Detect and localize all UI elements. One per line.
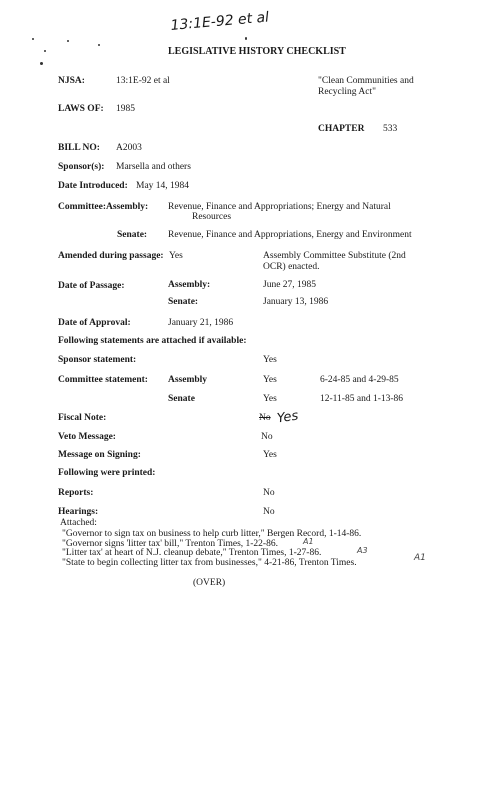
committee-assembly-label: Assembly: xyxy=(106,202,149,212)
passage-assembly-label: Assembly: xyxy=(168,280,211,290)
committee-senate-label: Senate: xyxy=(117,230,148,240)
scan-speck xyxy=(32,38,34,40)
passage-senate-value: January 13, 1986 xyxy=(263,297,329,307)
committee-statement-label: Committee statement: xyxy=(58,375,148,385)
attached-item: "Governor to sign tax on business to help curb litter," Bergen Record, 1-14-86. xyxy=(62,529,362,539)
amended-note-line1: Assembly Committee Substitute (2nd xyxy=(263,251,406,261)
attached-label: Attached: xyxy=(60,518,97,528)
passage-assembly-value: June 27, 1985 xyxy=(263,280,317,290)
scan-speck xyxy=(98,44,100,46)
veto-message-value: No xyxy=(261,432,273,442)
committee-statement-senate-dates: 12-11-85 and 1-13-86 xyxy=(320,394,404,404)
veto-message-label: Veto Message: xyxy=(58,432,116,442)
attached-item-mark: A1 xyxy=(303,537,314,546)
act-name-line1: "Clean Communities and xyxy=(318,76,414,86)
amended-note-line2: OCR) enacted. xyxy=(263,262,320,272)
date-of-passage-label: Date of Passage: xyxy=(58,281,125,291)
footer-over: (OVER) xyxy=(193,578,226,588)
scan-speck xyxy=(44,50,46,52)
njsa-label: NJSA: xyxy=(58,76,85,86)
act-name-line2: Recycling Act" xyxy=(318,87,376,97)
laws-of-label: LAWS OF: xyxy=(58,104,104,114)
date-of-approval-value: January 21, 1986 xyxy=(168,318,234,328)
attached-item: "State to begin collecting litter tax from businesses," 4-21-86, Trenton Times. xyxy=(62,558,357,568)
committee-statement-assembly-value: Yes xyxy=(263,375,277,385)
njsa-value: 13:1E-92 et al xyxy=(116,76,170,86)
hearings-value: No xyxy=(263,507,275,517)
committee-statement-assembly-label: Assembly xyxy=(168,375,208,385)
sponsors-label: Sponsor(s): xyxy=(58,162,105,172)
date-introduced-value: May 14, 1984 xyxy=(136,181,190,191)
amended-value: Yes xyxy=(169,251,183,261)
page-title: LEGISLATIVE HISTORY CHECKLIST xyxy=(168,46,346,57)
committee-assembly-value-line2: Resources xyxy=(192,212,232,222)
scan-speck xyxy=(40,62,43,65)
reports-value: No xyxy=(263,488,275,498)
scan-speck xyxy=(67,40,69,42)
bill-no-label: BILL NO: xyxy=(58,143,100,153)
committee-label: Committee: xyxy=(58,202,107,212)
message-on-signing-label: Message on Signing: xyxy=(58,450,141,460)
date-of-approval-label: Date of Approval: xyxy=(58,318,131,328)
scan-speck xyxy=(245,37,247,40)
following-printed-heading: Following were printed: xyxy=(58,468,156,478)
sponsors-value: Marsella and others xyxy=(116,162,191,172)
attached-item: "Governor signs 'litter tax' bill," Trenton Times, 1-22-86. xyxy=(62,539,278,549)
chapter-label: CHAPTER xyxy=(318,124,365,134)
fiscal-note-struck-value: No xyxy=(259,413,271,423)
attached-item-mark: A1 xyxy=(414,553,426,563)
committee-statement-assembly-dates: 6-24-85 and 4-29-85 xyxy=(320,375,399,385)
fiscal-note-handwritten-value: Yes xyxy=(276,408,300,427)
handwritten-header: 13:1E-92 et al xyxy=(170,9,270,34)
amended-label: Amended during passage: xyxy=(58,251,164,261)
message-on-signing-value: Yes xyxy=(263,450,277,460)
attached-item: "Litter tax' at heart of N.J. cleanup debate," Trenton Times, 1-27-86. xyxy=(62,548,322,558)
sponsor-statement-value: Yes xyxy=(263,355,277,365)
bill-no-value: A2003 xyxy=(116,143,142,153)
date-introduced-label: Date Introduced: xyxy=(58,181,128,191)
hearings-label: Hearings: xyxy=(58,507,99,517)
committee-statement-senate-value: Yes xyxy=(263,394,277,404)
chapter-value: 533 xyxy=(383,124,398,134)
passage-senate-label: Senate: xyxy=(168,297,199,307)
following-statements-heading: Following statements are attached if available: xyxy=(58,336,247,346)
sponsor-statement-label: Sponsor statement: xyxy=(58,355,137,365)
attached-item-mark: A3 xyxy=(357,546,368,555)
committee-senate-value: Revenue, Finance and Appropriations, Energy and Environment xyxy=(168,230,412,240)
fiscal-note-label: Fiscal Note: xyxy=(58,413,107,423)
committee-assembly-value-line1: Revenue, Finance and Appropriations; Energy and Natural xyxy=(168,202,391,212)
reports-label: Reports: xyxy=(58,488,94,498)
laws-of-value: 1985 xyxy=(116,104,135,114)
committee-statement-senate-label: Senate xyxy=(168,394,195,404)
